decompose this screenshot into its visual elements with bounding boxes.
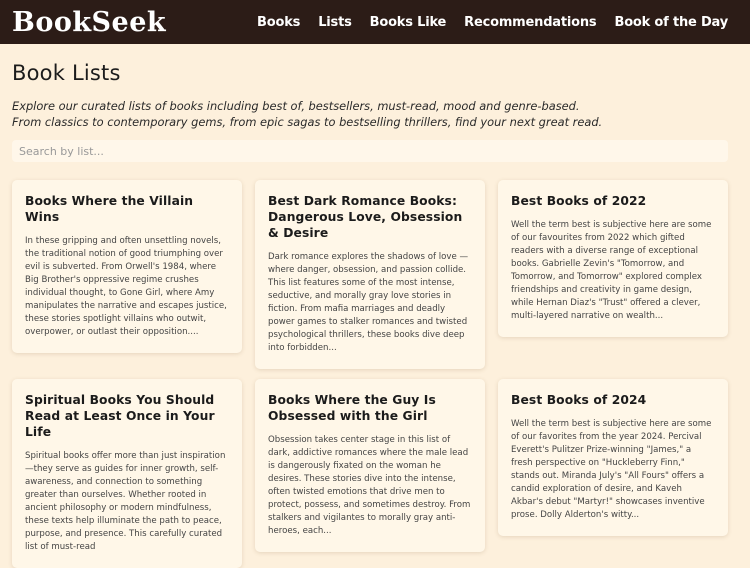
list-card-title[interactable]: Best Books of 2024 — [511, 393, 647, 407]
list-card[interactable] — [255, 180, 485, 369]
nav-book-of-the-day[interactable]: Book of the Day — [614, 14, 728, 30]
nav-books[interactable]: Books — [257, 14, 301, 30]
site-logo[interactable]: BookSeek — [12, 6, 167, 38]
nav-books-like[interactable]: Books Like — [369, 14, 447, 30]
list-card-title[interactable]: Best Dark Romance Books: Dangerous Love, Obsession & Desire — [268, 194, 463, 240]
nav-lists[interactable]: Lists — [318, 14, 352, 30]
intro-line-1: Explore our curated lists of books including best of, bestsellers, must-read, mood and genre-based. — [12, 99, 580, 113]
list-card-title[interactable]: Best Books of 2022 — [511, 194, 647, 208]
main-content — [0, 61, 750, 552]
list-card-title[interactable]: Books Where the Guy Is Obsessed with the Girl — [268, 393, 436, 423]
list-card-title[interactable]: Spiritual Books You Should Read at Least Once in Your Life — [25, 393, 215, 439]
main-menu — [257, 15, 728, 30]
list-card[interactable] — [12, 379, 242, 568]
list-card-description: Obsession takes center stage in this list of dark, addictive romances where the male lead is dangerously fixated on the woman he desires. These stories dive into the intense, often twisted emotions that drive men to protect, possess, and sometimes destroy. From stalkers and vigilantes to morally gray anti-heroes, each... — [268, 435, 471, 536]
list-search-input[interactable] — [12, 140, 728, 162]
list-card-description: Well the term best is subjective here are some of our favourites from 2022 which gifted readers with a diverse range of exceptional books. Gabrielle Zevin's "Tomorrow, and Tomorrow, and Tomorrow" explored complex friendships and creativity in game design, while Hernan Diaz's "Trust" offered a clever, multi-layered narrative on wealth... — [511, 220, 712, 321]
list-cards-grid — [12, 180, 738, 552]
list-card[interactable] — [255, 379, 485, 552]
list-card-description: Well the term best is subjective here are some of our favorites from the year 2024. Percival Everett's Pulitzer Prize-winning "James," a fresh perspective on "Huckleberry Finn," stands out. Miranda July's "All Fours" offers a candid exploration of desire, and Kaveh Akbar's debut "Martyr!" showcases inventive prose. Dolly Alderton's witty... — [511, 419, 712, 520]
list-card-description: In these gripping and often unsettling novels, the traditional notion of good triumphing over evil is subverted. From Orwell's 1984, where Big Brother's oppressive regime crushes individual thought, to Gone Girl, where Amy manipulates the narrative and escapes justice, these stories spotlight villains who outwit, overpower, or outlast their opposition.... — [25, 236, 227, 337]
list-card-title[interactable]: Books Where the Villain Wins — [25, 194, 194, 224]
list-card[interactable] — [498, 180, 728, 337]
page-intro — [12, 98, 738, 130]
page-title: Book Lists — [12, 61, 121, 85]
nav-recommendations[interactable]: Recommendations — [464, 14, 597, 30]
list-card[interactable] — [498, 379, 728, 536]
list-card[interactable] — [12, 180, 242, 353]
list-card-description: Dark romance explores the shadows of love — where danger, obsession, and passion collide. This list features some of the most intense, seductive, and morally gray love stories in fiction. From mafia marriages and deadly power games to stalker romances and twisted psychological thrillers, these books dive deep into forbidden... — [268, 252, 469, 353]
intro-line-2: From classics to contemporary gems, from epic sagas to bestselling thrillers, find your next great read. — [12, 115, 603, 129]
list-card-description: Spiritual books offer more than just inspiration—they serve as guides for inner growth, self-awareness, and connection to something greater than ourselves. Whether rooted in ancient philosophy or modern mindfulness, these texts help illuminate the path to peace, purpose, and presence. This carefully curated list of must-read — [25, 451, 226, 552]
top-navbar — [0, 0, 750, 44]
